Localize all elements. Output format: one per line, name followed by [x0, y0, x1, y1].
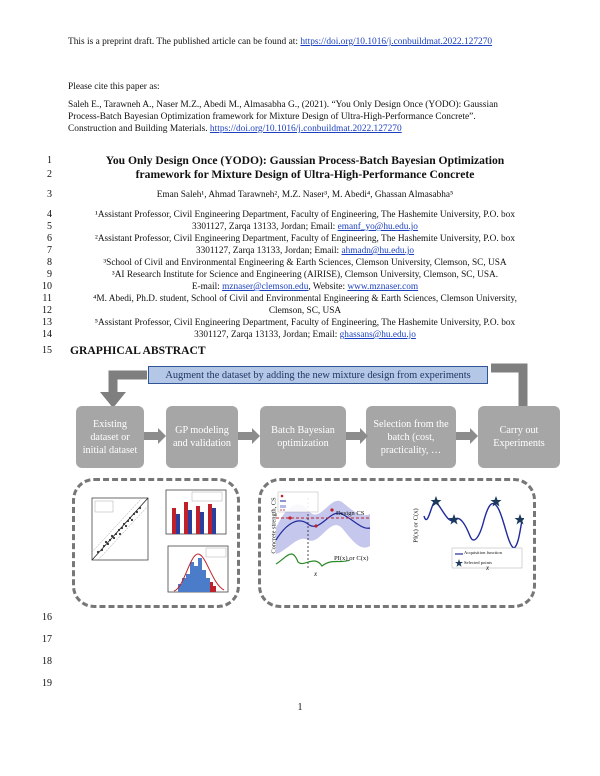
cite-label: Please cite this paper as: [68, 82, 160, 92]
affiliation-4-line-1: ⁴M. Abedi, Ph.D. student, School of Civil and Environmental Engineering & Earth Sciences, Clemson University, [93, 294, 517, 304]
page-number: 1 [297, 702, 303, 713]
affiliation-5-line-1: ⁵Assistant Professor, Civil Engineering Department, Faculty of Engineering, The Hashemite University, P.O. box [94, 318, 516, 328]
citation-line-2: Process-Batch Bayesian Optimization framework for Mixture Design of Ultra-High-Performance Concrete”. [68, 112, 476, 122]
line-number: 12 [42, 305, 52, 316]
gp-bar-chart [162, 488, 228, 538]
line-number: 3 [47, 189, 52, 200]
affiliation-1-line-1: ¹Assistant Professor, Civil Engineering Department, Faculty of Engineering, The Hashemite University, P.O. box [95, 210, 515, 220]
email-link[interactable]: emanf_yo@hu.edu.jo [337, 222, 418, 232]
email-link[interactable]: ahmadn@hu.edu.jo [341, 246, 415, 256]
citation-line-3: Construction and Building Materials. https://doi.org/10.1016/j.conbuildmat.2022.127270 [68, 124, 402, 134]
paper-title-line-2: framework for Mixture Design of Ultra-High-Performance Concrete [135, 168, 475, 181]
email-link[interactable]: ghassans@hu.edu.jo [339, 330, 416, 340]
acquisition-y-label: PI(x) or C(x) [412, 508, 420, 543]
arrow-right-icon [456, 428, 478, 444]
citation-block [68, 99, 538, 135]
preprint-doi-link[interactable]: https://doi.org/10.1016/j.conbuildmat.2022.127270 [300, 37, 493, 47]
arrow-right-icon [346, 428, 368, 444]
affiliation-4-line-2: Clemson, SC, USA [268, 306, 342, 316]
arrow-right-icon [144, 428, 166, 444]
gp-histogram [164, 544, 230, 596]
line-number: 10 [42, 281, 52, 292]
step-gp-modeling: GP modeling and validation [166, 406, 238, 468]
line-number: 4 [47, 209, 52, 220]
posterior-x-label: x [314, 570, 318, 578]
line-number: 17 [42, 634, 52, 645]
affiliation-3-line-2: ³AI Research Institute for Science and Engineering (AIRISE), Clemson University, Clemson, SC, USA. [111, 270, 499, 280]
flow-arrows [140, 426, 490, 446]
line-number: 9 [47, 269, 52, 280]
section-heading: GRAPHICAL ABSTRACT [70, 344, 206, 357]
step-selection: Selection from the batch (cost, practicality, … [366, 406, 456, 468]
affiliation-3-line-3: E-mail: mznaser@clemson.edu, Website: www.mznaser.com [191, 282, 419, 292]
affiliation-2-line-1: ²Assistant Professor, Civil Engineering Department, Faculty of Engineering, The Hashemite University, P.O. box [95, 234, 515, 244]
acquisition-x-label: x [486, 564, 490, 572]
step-existing-dataset: Existing dataset or initial dataset [76, 406, 144, 468]
line-number: 18 [42, 656, 52, 667]
line-number: 2 [47, 169, 52, 180]
step-carry-out-experiments: Carry out Experiments [478, 406, 560, 468]
email-link[interactable]: mznaser@clemson.edu [222, 282, 309, 292]
step-batch-bayesian: Batch Bayesian optimization [260, 406, 346, 468]
line-number: 15 [42, 345, 52, 356]
line-number: 14 [42, 329, 52, 340]
affiliation-3-line-1: ³School of Civil and Environmental Engineering & Earth Sciences, Clemson University, Clemson, SC, USA [103, 258, 507, 268]
line-number: 7 [47, 245, 52, 256]
line-number: 1 [47, 155, 52, 166]
design-cs-label: Design CS [336, 510, 365, 517]
legend-acquisition-function: Acquisition function [464, 550, 502, 555]
augment-dataset-banner: Augment the dataset by adding the new mixture design from experiments [148, 366, 488, 384]
line-number: 11 [42, 293, 52, 304]
preprint-notice [68, 36, 548, 48]
affiliation-1-line-2: 3301127, Zarqa 13133, Jordan; Email: emanf_yo@hu.edu.jo [192, 222, 418, 232]
citation-doi-link[interactable]: https://doi.org/10.1016/j.conbuildmat.2022.127270 [209, 124, 402, 134]
posterior-y-label: Concrete strength, CS [270, 497, 278, 554]
line-number: 8 [47, 257, 52, 268]
line-number: 16 [42, 612, 52, 623]
ei-label: PI(x) or C(x) [334, 555, 369, 562]
website-link[interactable]: www.mznaser.com [347, 282, 419, 292]
line-number: 19 [42, 678, 52, 689]
line-number: 6 [47, 233, 52, 244]
preprint-text: This is a preprint draft. The published article can be found at: [68, 37, 301, 47]
paper-title-line-1: You Only Design Once (YODO): Gaussian Process-Batch Bayesian Optimization [105, 154, 505, 167]
citation-line-1: Saleh E., Tarawneh A., Naser M.Z., Abedi M., Almasabha G., (2021). “You Only Design Once (YODO): Gaussian [68, 100, 498, 110]
author-list: Eman Saleh¹, Ahmad Tarawneh², M.Z. Naser³, M. Abedi⁴, Ghassan Almasabha⁵ [156, 190, 454, 200]
gp-scatter-plot [84, 494, 152, 570]
acquisition-function-plot [418, 490, 524, 570]
line-number: 5 [47, 221, 52, 232]
arrow-right-icon [238, 428, 260, 444]
affiliation-2-line-2: 3301127, Zarqa 13133, Jordan; Email: ahmadn@hu.edu.jo [195, 246, 415, 256]
line-number: 13 [42, 317, 52, 328]
legend-selected-points: Selected points [464, 560, 492, 565]
affiliation-5-line-2: 3301127, Zarqa 13133, Jordan; Email: ghassans@hu.edu.jo [194, 330, 416, 340]
